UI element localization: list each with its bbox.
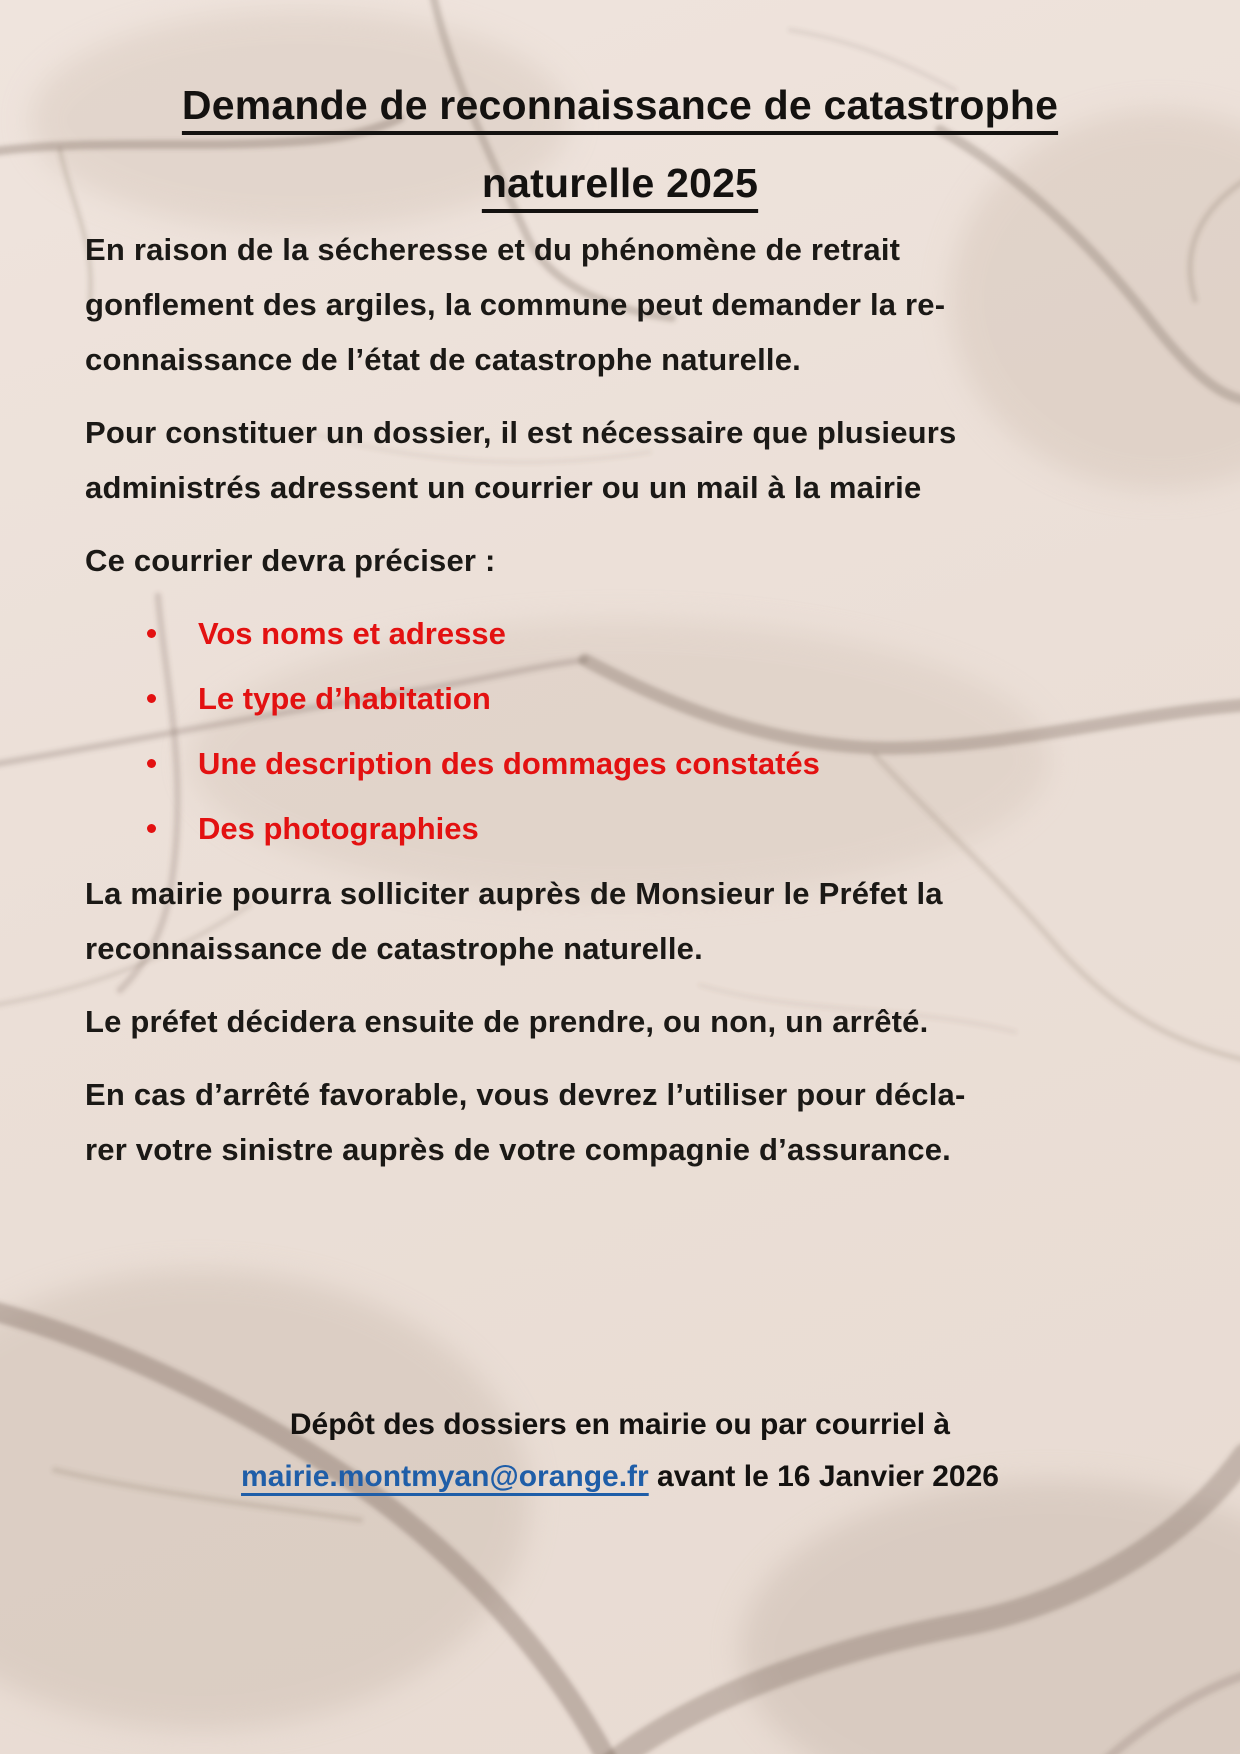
text-line: Pour constituer un dossier, il est nécessaire que plusieurs [85,415,957,450]
bullet-dot-icon [147,759,156,768]
document-title [65,66,1175,222]
bullet-item-type-habitation [85,671,1155,726]
title-line-2: naturelle 2025 [481,160,759,206]
text-line: Le préfet décidera ensuite de prendre, ou non, un arrêté. [85,1004,929,1039]
text-line: gonflement des argiles, la commune peut demander la re- [85,287,946,322]
text-line: connaissance de l’état de catastrophe naturelle. [85,342,801,377]
bullet-list [85,606,1155,856]
bullet-dot-icon [147,824,156,833]
bullet-item-noms-adresse [85,606,1155,661]
footer-line-2 [85,1451,1155,1503]
bullet-text: Des photographies [198,811,479,846]
footer-line-1: Dépôt des dossiers en mairie ou par courriel à [289,1408,951,1441]
email-link[interactable]: mairie.montmyan@orange.fr [241,1460,649,1493]
title-line-1: Demande de reconnaissance de catastrophe [181,82,1059,128]
paragraph-courrier-intro [85,533,1155,588]
document-content [0,66,1240,1503]
text-line: La mairie pourra solliciter auprès de Monsieur le Préfet la [85,876,943,911]
paragraph-mairie-prefet [85,866,1155,976]
text-line: rer votre sinistre auprès de votre compagnie d’assurance. [85,1132,951,1167]
paragraph-secheresse [85,222,1155,387]
text-line: En raison de la sécheresse et du phénomène de retrait [85,232,901,267]
bullet-dot-icon [147,694,156,703]
text-line: Ce courrier devra préciser : [85,543,496,578]
bullet-text: Le type d’habitation [198,681,491,716]
bullet-item-photographies [85,801,1155,856]
text-line: reconnaissance de catastrophe naturelle. [85,931,703,966]
bullet-dot-icon [147,629,156,638]
bullet-text: Vos noms et adresse [198,616,506,651]
bullet-item-description-dommages [85,736,1155,791]
footer-deadline-text: avant le 16 Janvier 2026 [648,1460,999,1493]
footer-note [85,1399,1155,1503]
bullet-text: Une description des dommages constatés [198,746,820,781]
paragraph-arrete-favorable [85,1067,1155,1177]
paragraph-dossier [85,405,1155,515]
text-line: administrés adressent un courrier ou un mail à la mairie [85,470,922,505]
text-line: En cas d’arrêté favorable, vous devrez l’utiliser pour décla- [85,1077,966,1112]
paragraph-prefet-arrete [85,994,1155,1049]
